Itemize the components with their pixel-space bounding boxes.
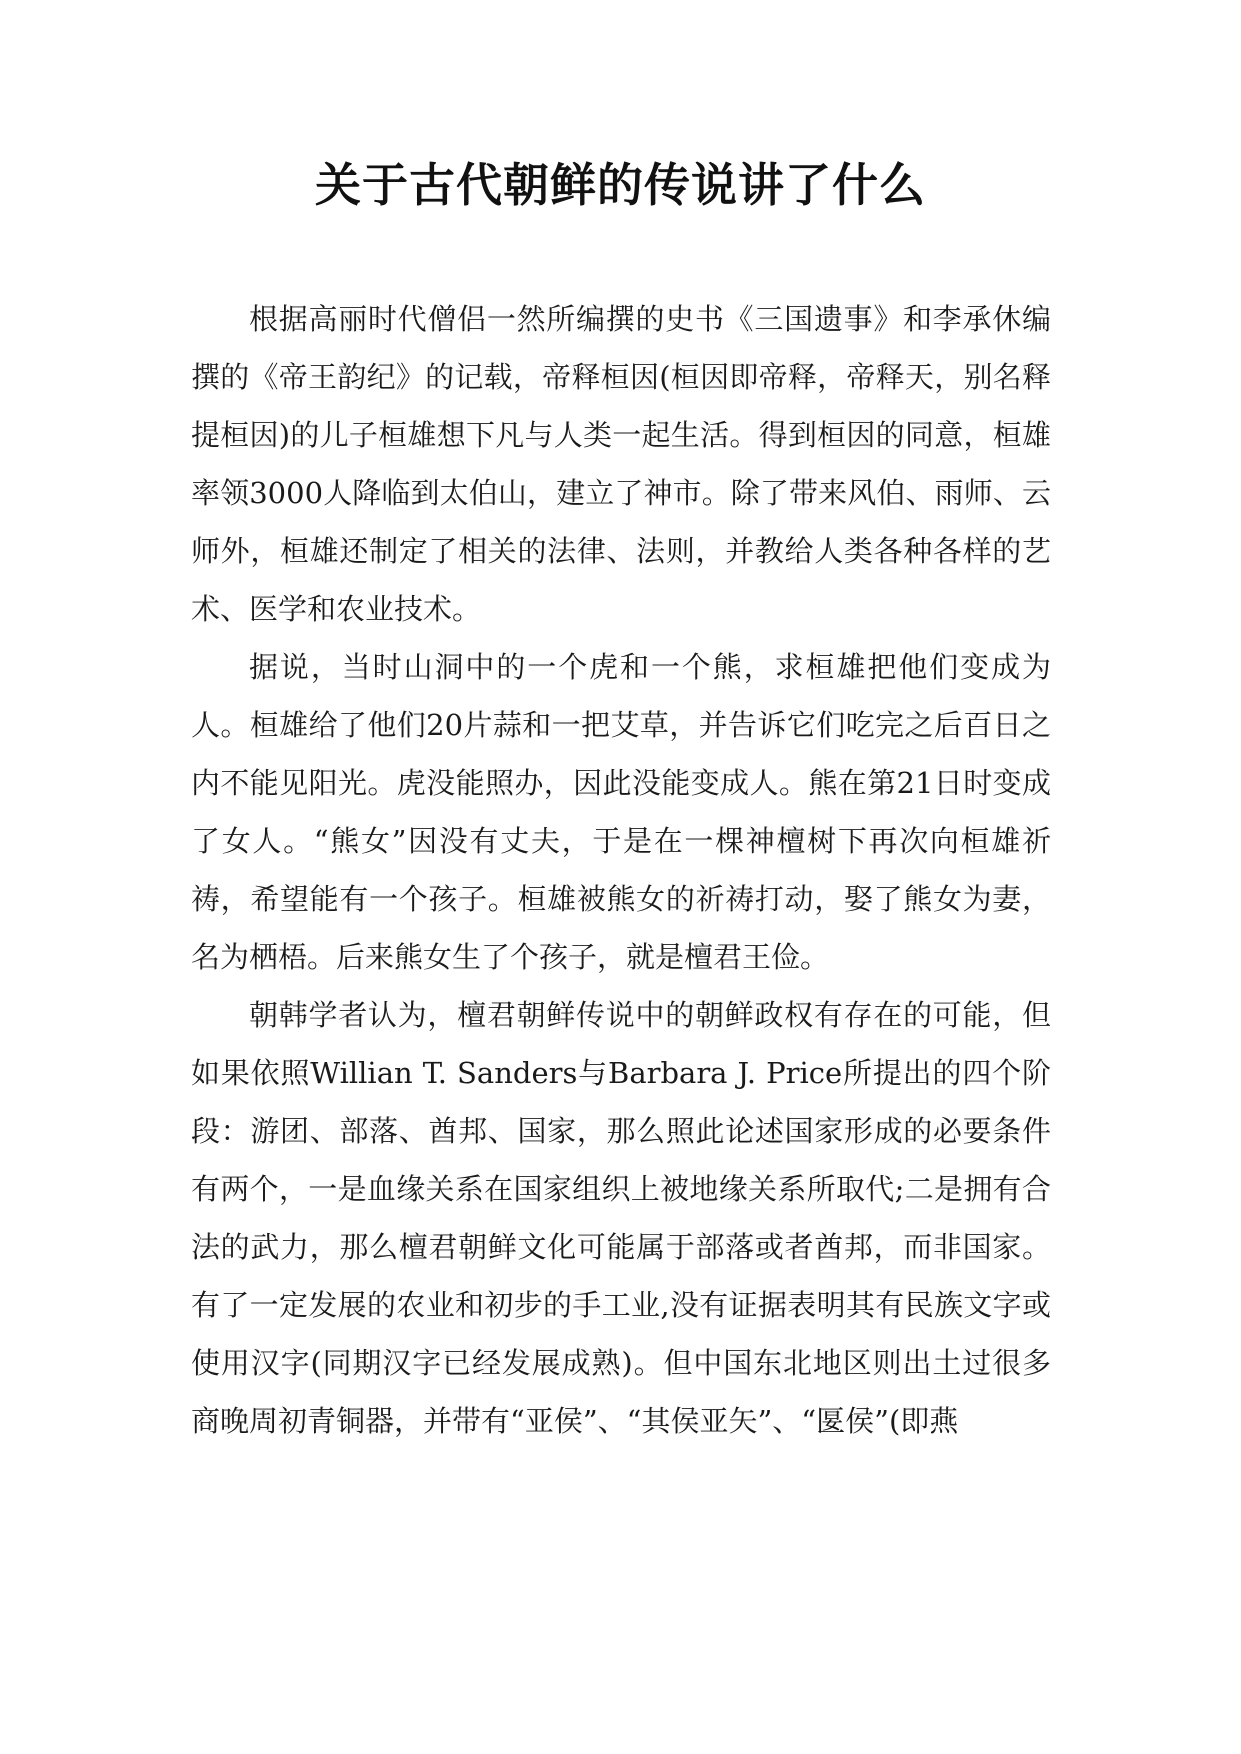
paragraph-1: 根据高丽时代僧侣一然所编撰的史书《三国遗事》和李承休编撰的《帝王韵纪》的记载，帝释桓因(桓因即帝释，帝释天，别名释提桓因)的儿子桓雄想下凡与人类一起生活。得到桓因的同意，桓雄率领3000人降临到太伯山，建立了神市。除了带来风伯、雨师、云师外，桓雄还制定了相关的法律、法则，并教给人类各种各样的艺术、医学和农业技术。 bbox=[191, 302, 1051, 626]
document-body bbox=[191, 290, 1051, 1450]
paragraph-2: 据说，当时山洞中的一个虎和一个熊，求桓雄把他们变成为人。桓雄给了他们20片蒜和一把艾草，并告诉它们吃完之后百日之内不能见阳光。虎没能照办，因此没能变成人。熊在第21日时变成了女人。“熊女”因没有丈夫，于是在一棵神檀树下再次向桓雄祈祷，希望能有一个孩子。桓雄被熊女的祈祷打动，娶了熊女为妻，名为栖梧。后来熊女生了个孩子，就是檀君王俭。 bbox=[191, 650, 1051, 974]
paragraph-3: 朝韩学者认为，檀君朝鲜传说中的朝鲜政权有存在的可能，但如果依照Willian T. Sanders与Barbara J. Price所提出的四个阶段：游团、部落、酋邦、国家，那么照此论述国家形成的必要条件有两个，一是血缘关系在国家组织上被地缘关系所取代;二是拥有合法的武力，那么檀君朝鲜文化可能属于部落或者酋邦，而非国家。有了一定发展的农业和初步的手工业,没有证据表明其有民族文字或使用汉字(同期汉字已经发展成熟)。但中国东北地区则出土过很多商晚周初青铜器，并带有“亚侯”、“其侯亚矢”、“匽侯”(即燕 bbox=[191, 998, 1051, 1438]
document-title: 关于古代朝鲜的传说讲了什么 bbox=[315, 158, 926, 212]
